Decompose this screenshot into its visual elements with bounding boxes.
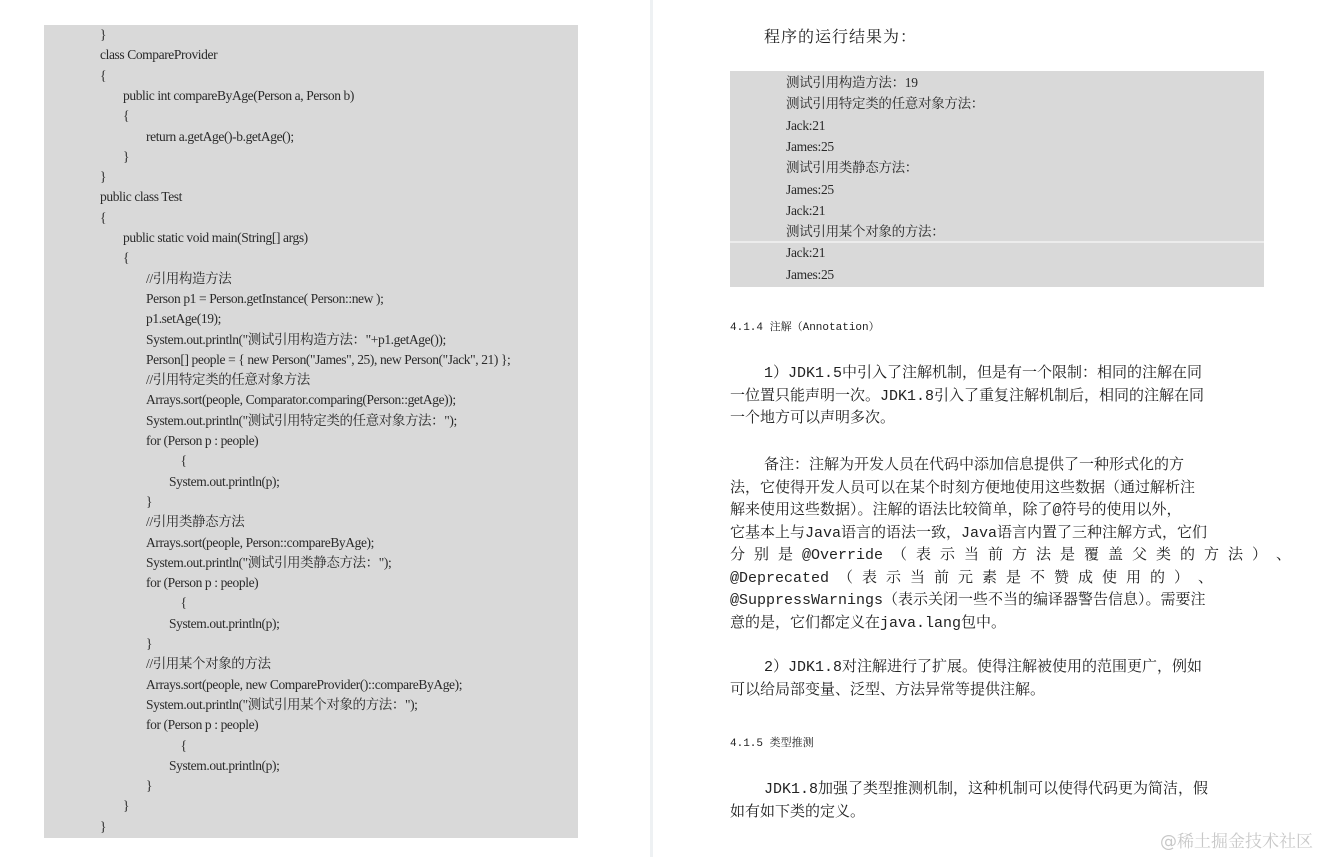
paragraph-annotation-jdk18 [730, 657, 1260, 702]
code-line: class CompareProvider [100, 47, 218, 63]
code-line: System.out.println("测试引用构造方法："+p1.getAge()); [146, 331, 446, 347]
text-line: 一位置只能声明一次。JDK1.8引入了重复注解机制后，相同的注解在同 [730, 387, 1205, 405]
output-line: 测试引用构造方法：19 [786, 75, 918, 90]
code-line: } [100, 818, 107, 834]
code-line: public int compareByAge(Person a, Person b) [123, 87, 354, 103]
paragraph-annotation-jdk15 [730, 363, 1260, 431]
output-line: James:25 [786, 266, 834, 282]
code-line: Arrays.sort(people, Comparator.comparing(Person::getAge)); [146, 392, 456, 408]
code-line: for (Person p : people) [146, 433, 259, 448]
output-line: Jack:21 [786, 117, 826, 133]
code-line: System.out.println(p); [169, 757, 280, 773]
text-line: 2）JDK1.8对注解进行了扩展。使得注解被使用的范围更广，例如 [764, 659, 1203, 676]
left-page [0, 0, 650, 857]
code-line: System.out.println("测试引用类静态方法："); [146, 554, 392, 570]
text-line: JDK1.8加强了类型推测机制，这种机制可以使得代码更为简洁，假 [764, 781, 1209, 798]
code-line: } [100, 27, 107, 42]
code-line: //引用构造方法 [146, 270, 232, 286]
code-line: System.out.println(p); [169, 473, 280, 489]
code-block [44, 25, 578, 838]
code-line: } [146, 636, 153, 651]
code-line: //引用类静态方法 [146, 514, 245, 530]
code-line: } [100, 169, 107, 185]
text-line: 可以给局部变量、泛型、方法异常等提供注解。 [730, 681, 1046, 699]
code-line: public static void main(String[] args) [123, 230, 308, 245]
code-line: return a.getAge()-b.getAge(); [146, 128, 294, 144]
code-line: { [180, 453, 187, 469]
output-line: 测试引用某个对象的方法： [786, 224, 945, 240]
code-line: Arrays.sort(people, Person::compareByAge); [146, 534, 375, 550]
output-line: Jack:21 [786, 202, 826, 218]
text-line: 如有如下类的定义。 [730, 803, 866, 821]
text-line: 分 别 是 @Override （ 表 示 当 前 方 法 是 覆 盖 父 类 的 方 法 ） 、 [730, 547, 1292, 564]
output-line: James:25 [786, 138, 834, 154]
code-line: } [123, 798, 130, 814]
code-line: { [100, 209, 107, 225]
code-line: { [180, 737, 187, 753]
code-line: Arrays.sort(people, new CompareProvider()::compareByAge); [146, 676, 463, 692]
watermark: @稀土掘金技术社区 [1160, 832, 1313, 852]
code-line: System.out.println(p); [169, 615, 280, 631]
code-line: System.out.println("测试引用特定类的任意对象方法："); [146, 412, 457, 428]
code-line: } [146, 778, 153, 794]
text-line: 一个地方可以声明多次。 [730, 410, 896, 427]
section-heading-annotation: 4.1.4 注解（Annotation） [730, 322, 880, 334]
code-line: Person[] people = { new Person("James", 25), new Person("Jack", 21) }; [146, 351, 511, 367]
text-line: @Deprecated （ 表 示 当 前 元 素 是 不 赞 成 使 用 的 ） 、 [730, 569, 1214, 587]
code-line: } [146, 493, 153, 509]
code-line: { [123, 250, 130, 266]
code-line: //引用特定类的任意对象方法 [146, 372, 310, 388]
text-line: 它基本上与Java语言的语法一致，Java语言内置了三种注解方式，它们 [730, 524, 1208, 542]
code-line: for (Person p : people) [146, 717, 259, 733]
text-line: 备注：注解为开发人员在代码中添加信息提供了一种形式化的方 [764, 457, 1185, 474]
code-line: for (Person p : people) [146, 575, 259, 591]
section-heading-type-inference: 4.1.5 类型推测 [730, 738, 814, 750]
right-page [653, 0, 1321, 857]
code-line: { [123, 108, 130, 124]
output-line: 测试引用类静态方法： [786, 160, 918, 176]
code-line: { [100, 67, 107, 83]
code-line: p1.setAge(19); [146, 311, 222, 327]
text-line: 意的是，它们都定义在java.lang包中。 [730, 614, 1007, 632]
text-line: 解来使用这些数据）。注解的语法比较简单，除了@符号的使用以外， [730, 502, 1182, 519]
text-line: @SuppressWarnings（表示关闭一些不当的编译器警告信息）。需要注 [730, 592, 1206, 609]
text-line: 法，它使得开发人员可以在某个时刻方便地使用这些数据（通过解析注 [730, 479, 1196, 497]
result-intro-text: 程序的运行结果为： [764, 29, 918, 46]
paragraph-annotation-note [730, 455, 1292, 635]
paragraph-type-inference [730, 779, 1260, 824]
output-line: James:25 [786, 181, 834, 197]
code-line: //引用某个对象的方法 [146, 656, 271, 672]
code-line: Person p1 = Person.getInstance( Person::new ); [146, 290, 384, 306]
output-line: Jack:21 [786, 245, 826, 261]
output-line: 测试引用特定类的任意对象方法： [786, 96, 984, 112]
code-line: System.out.println("测试引用某个对象的方法："); [146, 696, 418, 712]
code-line: { [180, 595, 187, 611]
code-line: public class Test [100, 189, 182, 205]
text-line: 1）JDK1.5中引入了注解机制，但是有一个限制：相同的注解在同 [764, 365, 1203, 382]
code-line: } [123, 148, 130, 164]
program-output-block [730, 71, 1264, 287]
